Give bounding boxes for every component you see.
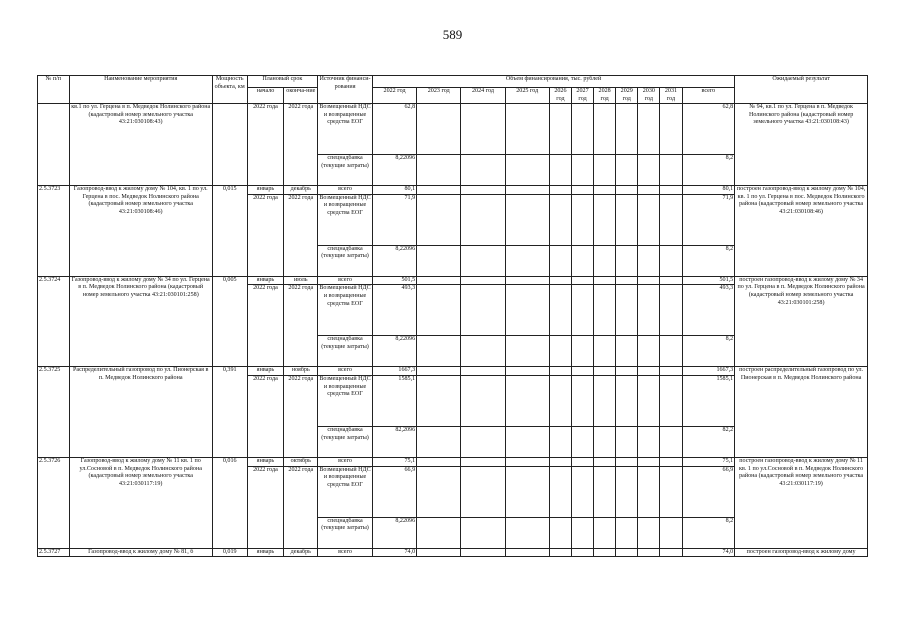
row-start: 2022 года	[247, 194, 284, 276]
row-num	[38, 104, 70, 186]
row-result: построен газопровод-ввод к жилому дому № 104, кв. 1 по ул. Герцена в пос. Медведок Нолинского района (кадастровый номер земельного участка 43:21:030108:46)	[735, 186, 868, 277]
row-end: 2022 года	[284, 104, 318, 186]
row-name: Газопровод-ввод к жилому дому № 81, б	[69, 548, 212, 557]
header-total: всего	[682, 88, 735, 104]
row-capacity: 0,015	[212, 186, 247, 277]
table-row	[38, 186, 868, 195]
table-row	[38, 548, 868, 557]
row-num: 2.5.3725	[38, 367, 70, 458]
row-start-month: январь	[247, 186, 284, 195]
value-total: 501,5	[682, 276, 735, 285]
row-end-month: июль	[284, 276, 318, 285]
row-start-month: январь	[247, 367, 284, 376]
source-total: всего	[318, 548, 373, 557]
source-spec: спецнадбавка (текущие затраты)	[318, 336, 373, 367]
row-capacity: 0,019	[212, 548, 247, 557]
row-end-month: декабрь	[284, 548, 318, 557]
value-2022: 74,0	[372, 548, 416, 557]
header-year-2030: 2030 год	[638, 88, 660, 104]
row-name: Распределительный газопровод по ул. Пионерская в п. Медведок Нолинского района	[69, 367, 212, 458]
row-result: построен распределительный газопровод по ул. Пионерская в п. Медведок Нолинского района	[735, 367, 868, 458]
row-num: 2.5.3726	[38, 457, 70, 548]
value-total: 74,0	[682, 548, 735, 557]
row-start: 2022 года	[247, 104, 284, 186]
value-2022: 8,22096	[372, 155, 416, 186]
value-2022: 62,8	[372, 104, 416, 155]
value-2022: 8,22096	[372, 336, 416, 367]
value-total: 62,8	[682, 104, 735, 155]
header-result: Ожидаемый результат	[735, 76, 868, 104]
header-year-2025: 2025 год	[505, 88, 549, 104]
row-capacity: 0,391	[212, 367, 247, 458]
source-total: всего	[318, 276, 373, 285]
row-num: 2.5.3724	[38, 276, 70, 367]
value-2022: 82,2096	[372, 426, 416, 457]
value-total: 66,9	[682, 466, 735, 517]
value-2022: 8,22096	[372, 245, 416, 276]
header-funding: Объем финансирования, тыс. рублей	[372, 76, 734, 88]
header-start: начало	[247, 88, 284, 104]
value-2022: 71,9	[372, 194, 416, 245]
value-total: 1585,1	[682, 375, 735, 426]
source-spec: спецнадбавка (текущие затраты)	[318, 155, 373, 186]
header-year-2024: 2024 год	[461, 88, 505, 104]
value-2022: 66,9	[372, 466, 416, 517]
row-capacity	[212, 104, 247, 186]
row-start: 2022 года	[247, 375, 284, 457]
header-year-2026: 2026 год	[549, 88, 571, 104]
value-total: 75,1	[682, 457, 735, 466]
value-2022: 501,5	[372, 276, 416, 285]
value-2022: 80,1	[372, 186, 416, 195]
header-year-2022: 2022 год	[372, 88, 416, 104]
row-start: 2022 года	[247, 285, 284, 367]
value-2022: 8,22096	[372, 517, 416, 548]
value-total: 8,2	[682, 517, 735, 548]
source-spec: спецнадбавка (текущие затраты)	[318, 426, 373, 457]
source-spec: спецнадбавка (текущие затраты)	[318, 245, 373, 276]
table-row	[38, 367, 868, 376]
value-2022: 1585,1	[372, 375, 416, 426]
row-name: Газопровод-ввод к жилому дому № 11 кв. 1 по ул.Сосновой в п. Медведок Нолинского района (кадастровый номер земельного участка 43:21:030117:19)	[69, 457, 212, 548]
row-num: 2.5.3723	[38, 186, 70, 277]
header-year-2028: 2028 год	[594, 88, 616, 104]
row-end: 2022 года	[284, 375, 318, 457]
value-total: 80,1	[682, 186, 735, 195]
row-start-month: январь	[247, 548, 284, 557]
row-end-month: декабрь	[284, 186, 318, 195]
row-result: № 94, кв.1 по ул. Герцена в п. Медведок Нолинского района (кадастровый номер земельного участка 43:21:030108:43)	[735, 104, 868, 186]
source-total: всего	[318, 186, 373, 195]
value-total: 8,2	[682, 336, 735, 367]
row-name: Газопровод-ввод к жилому дому № 104, кв. 1 по ул. Герцена в пос. Медведок Нолинского района (кадастровый номер земельного участка 43:21:030108:46)	[69, 186, 212, 277]
table-row	[38, 104, 868, 155]
row-result: построен газопровод-ввод к жилому дому	[735, 548, 868, 557]
row-capacity: 0,005	[212, 276, 247, 367]
table-row	[38, 276, 868, 285]
row-name: кв.1 по ул. Герцена в п. Медведок Нолинского района (кадастровый номер земельного участка 43:21:030108:43)	[69, 104, 212, 186]
value-total: 8,2	[682, 245, 735, 276]
row-result: построен газопровод-ввод к жилому дому № 11 кв. 1 по ул.Сосновой в п. Медведок Нолинского района (кадастровый номер земельного участка 43:21:030117:19)	[735, 457, 868, 548]
row-start: 2022 года	[247, 466, 284, 548]
value-total: 82,2	[682, 426, 735, 457]
source-vat: Возмещенный НДС и возвращенные средства ЕОГ	[318, 466, 373, 517]
value-2022: 75,1	[372, 457, 416, 466]
row-end: 2022 года	[284, 194, 318, 276]
value-total: 8,2	[682, 155, 735, 186]
value-2022: 493,3	[372, 285, 416, 336]
value-total: 71,9	[682, 194, 735, 245]
row-end-month: октябрь	[284, 457, 318, 466]
source-spec: спецнадбавка (текущие затраты)	[318, 517, 373, 548]
row-name: Газопровод-ввод к жилому дому № 34 по ул. Герцена в п. Медведок Нолинского района (кадастровый номер земельного участка 43:21:030101:258)	[69, 276, 212, 367]
header-year-2027: 2027 год	[571, 88, 593, 104]
source-vat: Возмещенный НДС и возвращенные средства ЕОГ	[318, 194, 373, 245]
header-year-2029: 2029 год	[616, 88, 638, 104]
header-source: Источник финанси-рования	[318, 76, 373, 104]
header-year-2031: 2031 год	[660, 88, 682, 104]
page-number: 589	[442, 27, 463, 42]
source-total: всего	[318, 457, 373, 466]
row-end: 2022 года	[284, 466, 318, 548]
row-num: 2.5.3727	[38, 548, 70, 557]
header-plan-term: Плановый срок	[247, 76, 318, 88]
header-year-2023: 2023 год	[417, 88, 461, 104]
source-vat: Возмещенный НДС и возвращенные средства ЕОГ	[318, 375, 373, 426]
value-total: 1667,3	[682, 367, 735, 376]
header-name: Наименование мероприятия	[69, 76, 212, 104]
funding-table	[37, 75, 868, 557]
value-2022: 1667,3	[372, 367, 416, 376]
row-start-month: январь	[247, 276, 284, 285]
row-capacity: 0,016	[212, 457, 247, 548]
table-row	[38, 457, 868, 466]
source-vat: Возмещенный НДС и возвращенные средства ЕОГ	[318, 104, 373, 155]
row-result: построен газопровод-ввод к жилому дому № 34 по ул. Герцена в п. Медведок Нолинского района (кадастровый номер земельного участка 43:21:030101:258)	[735, 276, 868, 367]
source-total: всего	[318, 367, 373, 376]
row-end-month: ноябрь	[284, 367, 318, 376]
header-capacity: Мощность объекта, км	[212, 76, 247, 104]
row-start-month: январь	[247, 457, 284, 466]
header-num: № п/п	[38, 76, 70, 104]
header-end: оконча-ние	[284, 88, 318, 104]
value-total: 493,3	[682, 285, 735, 336]
row-end: 2022 года	[284, 285, 318, 367]
source-vat: Возмещенный НДС и возвращенные средства ЕОГ	[318, 285, 373, 336]
